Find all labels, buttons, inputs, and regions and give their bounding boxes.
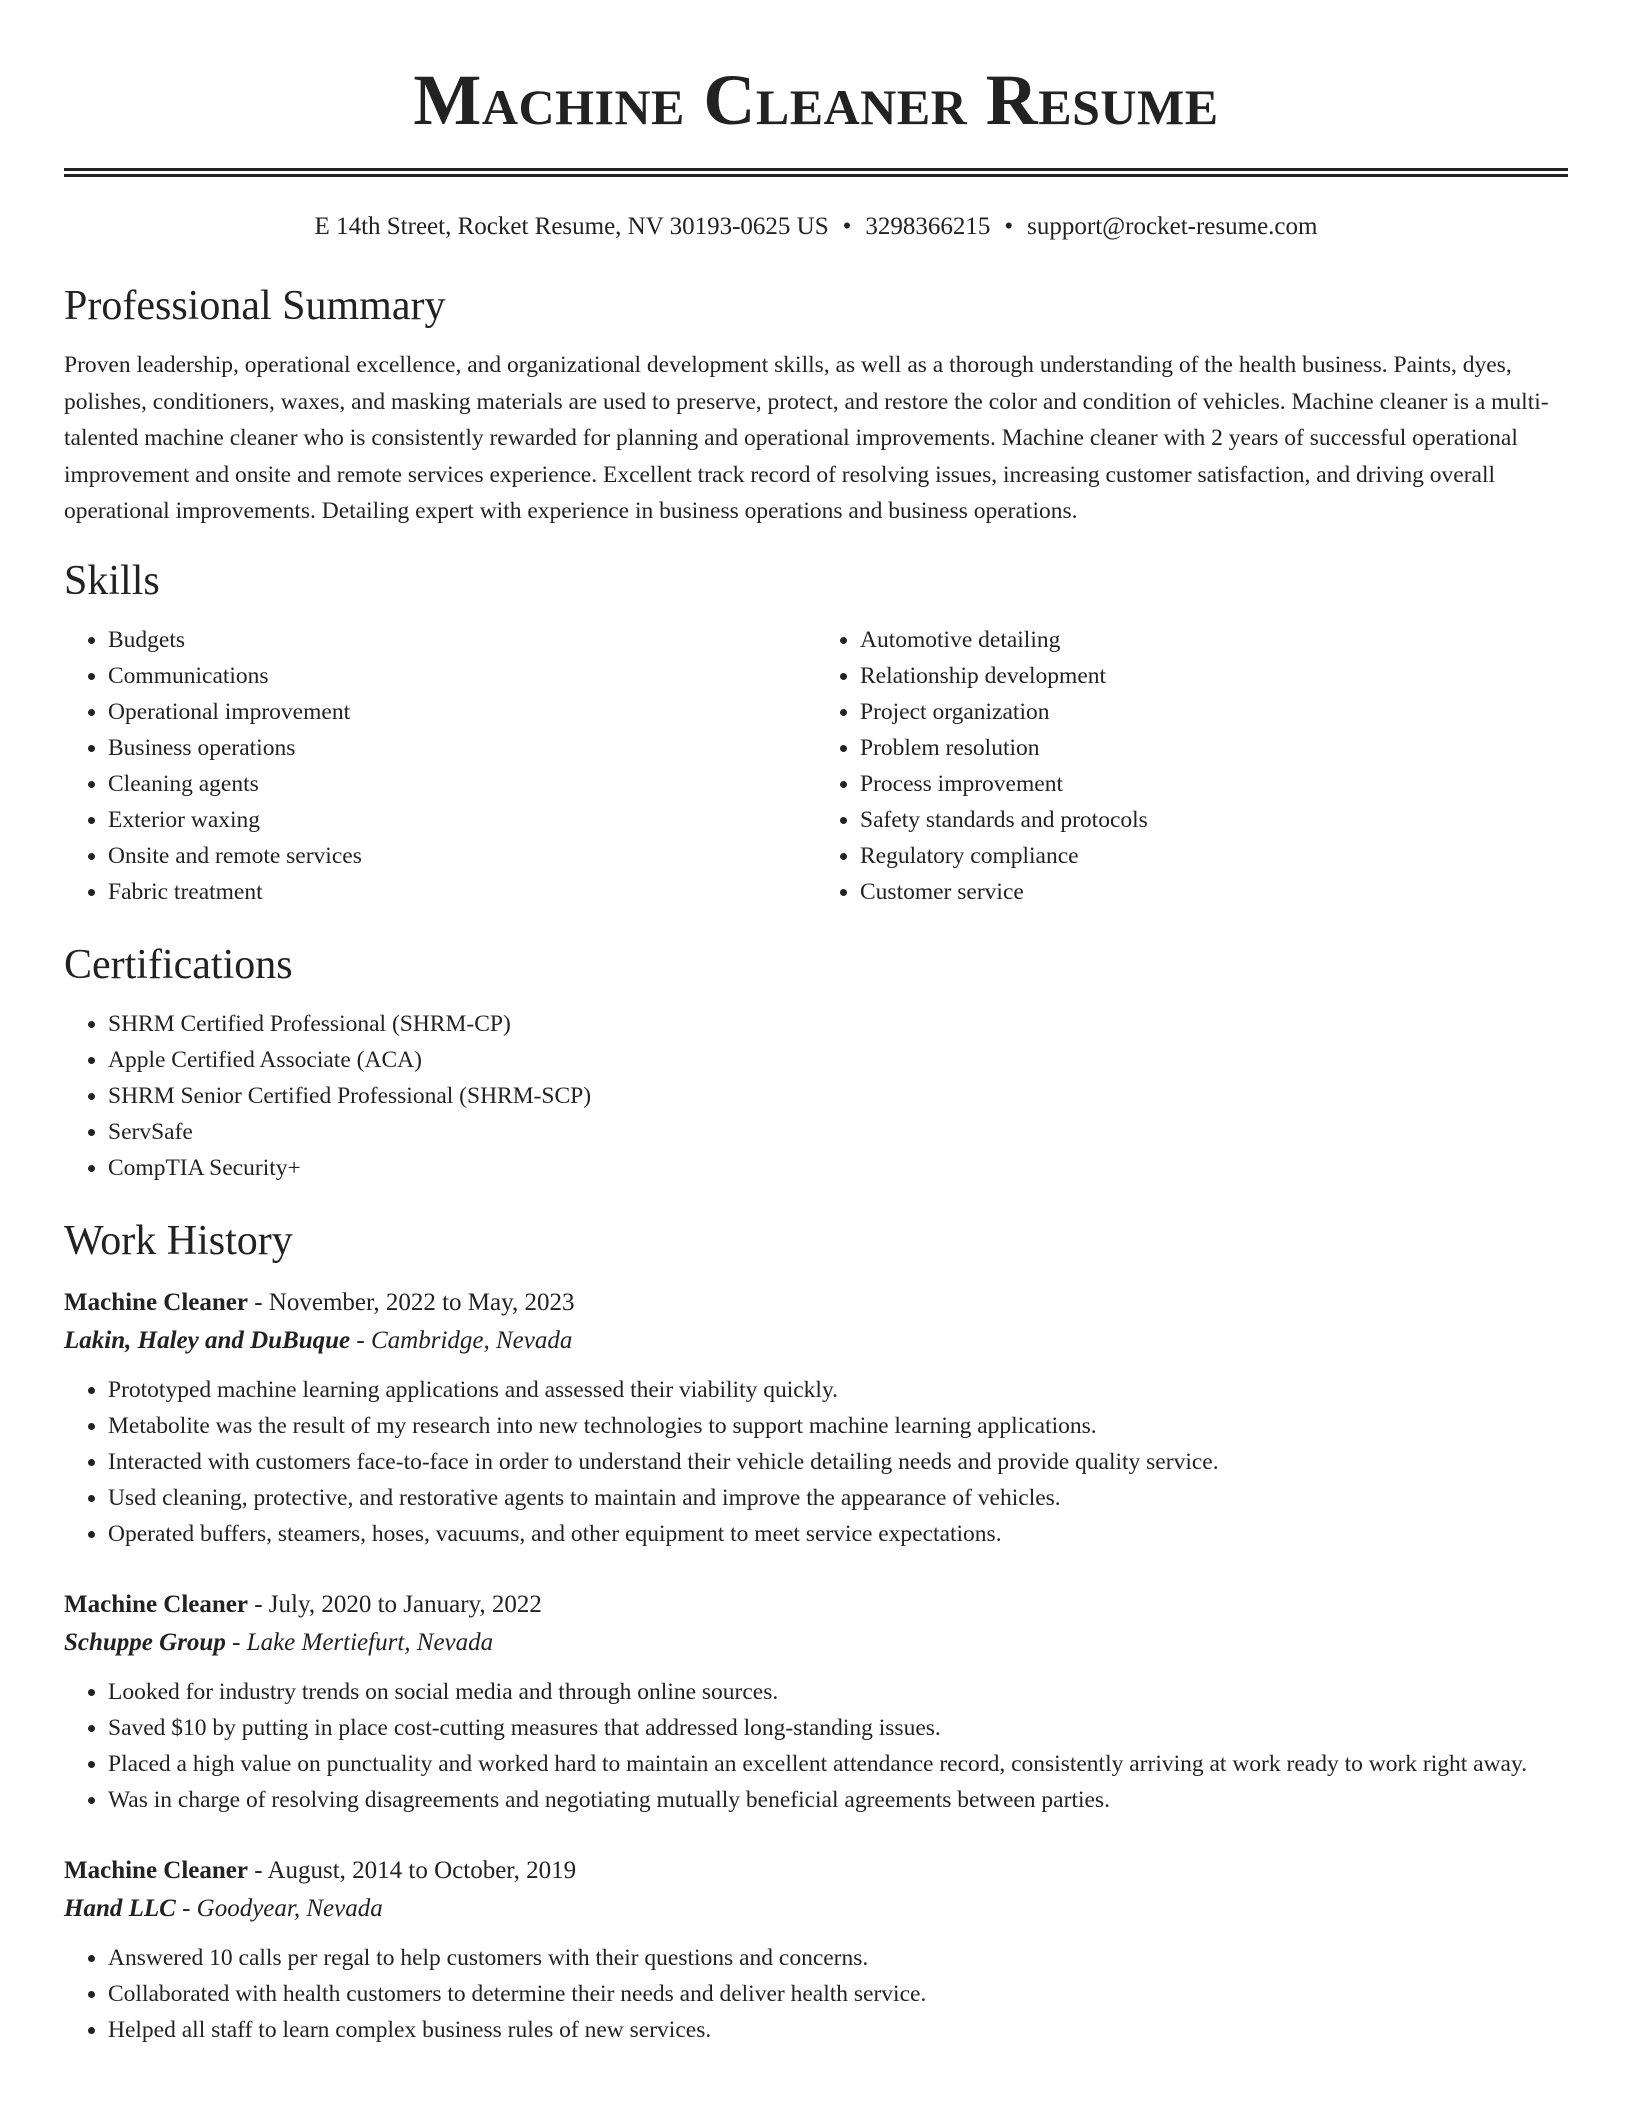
- job-bullet: • Saved $10 by putting in place cost-cutting measures that addressed long-standing issues.: [108, 1710, 1568, 1746]
- contact-separator: •: [842, 213, 852, 240]
- job-bullet: • Used cleaning, protective, and restorative agents to maintain and improve the appearance of vehicles.: [108, 1480, 1568, 1516]
- skill-item: • Process improvement: [860, 766, 1568, 802]
- certifications-list: [64, 1006, 1568, 1186]
- skill-item: • Budgets: [108, 622, 816, 658]
- job-employer: [64, 1624, 1568, 1662]
- job-dates: - July, 2020 to January, 2022: [247, 1590, 542, 1618]
- job-bullet: • Metabolite was the result of my research into new technologies to support machine learning applications.: [108, 1408, 1568, 1444]
- job-bullets: [64, 1940, 1568, 2048]
- job-location: - Goodyear, Nevada: [175, 1894, 383, 1922]
- contact-email: support@rocket-resume.com: [1027, 213, 1318, 240]
- job-bullet: • Interacted with customers face-to-face in order to understand their vehicle detailing needs and provide quality service.: [108, 1444, 1568, 1480]
- job-employer: [64, 1322, 1568, 1360]
- certifications-heading: Certifications: [64, 941, 293, 988]
- job-entry: [64, 1852, 1568, 2048]
- job-bullet: • Helped all staff to learn complex business rules of new services.: [108, 2012, 1568, 2048]
- title-divider: [64, 168, 1568, 177]
- skills-heading: Skills: [64, 557, 160, 604]
- skill-item: • Communications: [108, 658, 816, 694]
- skill-item: • Operational improvement: [108, 694, 816, 730]
- skills-column-left: [64, 622, 816, 910]
- professional-summary-section: [64, 281, 1568, 530]
- job-employer: [64, 1890, 1568, 1928]
- certification-item: • SHRM Senior Certified Professional (SHRM-SCP): [108, 1078, 1568, 1114]
- job-bullet: • Answered 10 calls per regal to help customers with their questions and concerns.: [108, 1940, 1568, 1976]
- job-role: Machine Cleaner: [64, 1856, 248, 1884]
- skills-grid: [64, 622, 1568, 910]
- job-dates: - November, 2022 to May, 2023: [247, 1288, 575, 1316]
- job-role: Machine Cleaner: [64, 1288, 248, 1316]
- job-dates: - August, 2014 to October, 2019: [247, 1856, 577, 1884]
- certifications-section: [64, 940, 1568, 1186]
- skill-item: • Problem resolution: [860, 730, 1568, 766]
- job-role: Machine Cleaner: [64, 1590, 248, 1618]
- skill-item: • Safety standards and protocols: [860, 802, 1568, 838]
- resume-title: Machine Cleaner Resume: [413, 60, 1219, 140]
- skill-item: • Business operations: [108, 730, 816, 766]
- skill-item: • Relationship development: [860, 658, 1568, 694]
- job-entry: [64, 1586, 1568, 1818]
- skill-item: • Automotive detailing: [860, 622, 1568, 658]
- job-bullets: [64, 1372, 1568, 1552]
- contact-line: [64, 211, 1568, 243]
- job-bullet: • Operated buffers, steamers, hoses, vacuums, and other equipment to meet service expectations.: [108, 1516, 1568, 1552]
- certification-item: • Apple Certified Associate (ACA): [108, 1042, 1568, 1078]
- skills-section: [64, 556, 1568, 910]
- skill-item: • Regulatory compliance: [860, 838, 1568, 874]
- certification-item: • SHRM Certified Professional (SHRM-CP): [108, 1006, 1568, 1042]
- job-bullet: • Collaborated with health customers to determine their needs and deliver health service.: [108, 1976, 1568, 2012]
- job-bullet: • Placed a high value on punctuality and worked hard to maintain an excellent attendance record, consistently arriving at work ready to work right away.: [108, 1746, 1568, 1782]
- skill-item: • Exterior waxing: [108, 802, 816, 838]
- skill-item: • Project organization: [860, 694, 1568, 730]
- skill-item: • Customer service: [860, 874, 1568, 910]
- contact-address: E 14th Street, Rocket Resume, NV 30193-0625 US: [314, 213, 829, 240]
- job-bullet: • Was in charge of resolving disagreements and negotiating mutually beneficial agreements between parties.: [108, 1782, 1568, 1818]
- skill-item: • Onsite and remote services: [108, 838, 816, 874]
- job-location: - Cambridge, Nevada: [350, 1326, 573, 1354]
- job-company: Schuppe Group: [64, 1628, 226, 1656]
- job-location: - Lake Mertiefurt, Nevada: [225, 1628, 494, 1656]
- skills-list-left: [64, 622, 816, 910]
- summary-text: Proven leadership, operational excellence, and organizational development skills, as well as a thorough understanding of the health business. Paints, dyes, polishes, conditioners, waxes, and masking materials are used to preserve, protect, and restore the color and condition of vehicles. Machine cleaner is a multi-talented machine cleaner who is consistently rewarded for planning and operational improvements. Machine cleaner with 2 years of successful operational improvement and onsite and remote services experience. Excellent track record of resolving issues, increasing customer satisfaction, and driving overall operational improvements. Detailing expert with experience in business operations and business operations.: [64, 352, 1549, 524]
- job-bullet: • Prototyped machine learning applications and assessed their viability quickly.: [108, 1372, 1568, 1408]
- job-entry: [64, 1284, 1568, 1552]
- job-company: Lakin, Haley and DuBuque: [64, 1326, 351, 1354]
- job-bullet: • Looked for industry trends on social media and through online sources.: [108, 1674, 1568, 1710]
- summary-heading: Professional Summary: [64, 283, 446, 329]
- skills-list-right: [816, 622, 1568, 910]
- contact-separator: •: [1004, 213, 1014, 240]
- skill-item: • Fabric treatment: [108, 874, 816, 910]
- skill-item: • Cleaning agents: [108, 766, 816, 802]
- skills-column-right: [816, 622, 1568, 910]
- job-header: [64, 1852, 1568, 1890]
- job-bullets: [64, 1674, 1568, 1818]
- job-header: [64, 1586, 1568, 1624]
- work-history-heading: Work History: [64, 1217, 293, 1264]
- work-history-section: [64, 1216, 1568, 2048]
- certification-item: • CompTIA Security+: [108, 1150, 1568, 1186]
- job-header: [64, 1284, 1568, 1322]
- job-company: Hand LLC: [64, 1894, 176, 1922]
- certification-item: • ServSafe: [108, 1114, 1568, 1150]
- contact-phone: 3298366215: [865, 213, 991, 240]
